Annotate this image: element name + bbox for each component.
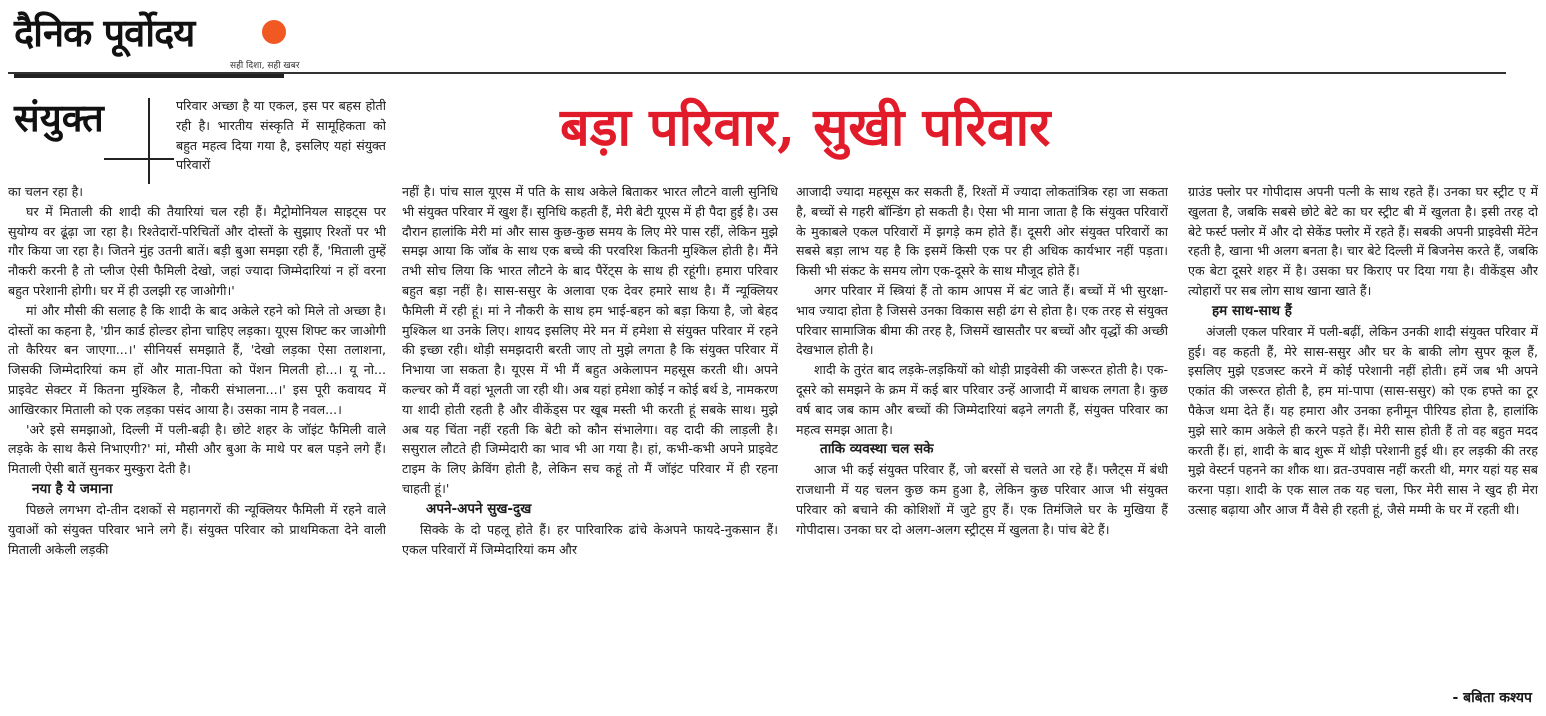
paragraph: अगर परिवार में स्त्रियां हैं तो काम आपस में बंट जाते हैं। बच्चों में भी सुरक्षा-भाव ज्यादा होता है जिससे उनका विकास सही ढंग से होता है। एक तरह से संयुक्त परिवार सामाजिक बीमा की तरह है, जिसमें खासतौर पर बच्चों और वृद्धों की अच्छी देखभाल होती है। — [796, 282, 1168, 358]
article-column-4 — [1188, 182, 1538, 716]
article-column-1 — [8, 182, 386, 716]
paragraph: शादी के तुरंत बाद लड़के-लड़कियों को थोड़ी प्राइवेसी की जरूरत होती है। एक-दूसरे को समझने के क्रम में कई बार परिवार उन्हें आजादी में बाधक लगता है। कुछ वर्ष बाद जब काम और बच्चों की जिम्मेदारियां बढ़ने लगती हैं, संयुक्त परिवार का महत्व समझ आता है। — [796, 362, 1168, 437]
masthead-title: दैनिक पूर्वोदय — [14, 10, 195, 55]
intro-paragraph: परिवार अच्छा है या एकल, इस पर बहस होती रही है। भारतीय संस्कृति में सामूहिकता को बहुत महत्व दिया गया है, इसलिए यहां संयुक्त परिवारों — [176, 98, 386, 173]
kicker: संयुक्त — [14, 95, 104, 140]
masthead — [14, 10, 300, 72]
subheading: अपने-अपने सुख-दुख — [426, 500, 532, 517]
paragraph: आज भी कई संयुक्त परिवार हैं, जो बरसों से चलते आ रहे हैं। फ्लैट्स में बंधी राजधानी में यह चलन कुछ कम हुआ है, लेकिन कुछ परिवार आज भी संयुक्त परिवार को बचाने की कोशिशों में जुटे हुए हैं। एक तिमंजिले घर के मुखिया हैं गोपीदास। उनका घर दो अलग-अलग स्ट्रीट्स में खुलता है। पांच बेटे हैं। — [796, 462, 1168, 537]
masthead-tagline: सही दिशा, सही खबर — [230, 61, 300, 71]
paragraph: नहीं है। पांच साल यूएस में पति के साथ अकेले बिताकर भारत लौटने वाली सुनिधि भी संयुक्त परिवार में खुश हैं। सुनिधि कहती हैं, मेरी बेटी यूएस में ही पैदा हुई है। उस दौरान हालांकि मेरी मां और सास कुछ-कुछ समय के लिए मेरे पास रहीं, लेकिन मुझे समझ आया कि जॉब के साथ एक बच्चे की परवरिश कितनी मुश्किल होती है। मैंने तभी सोच लिया कि भारत लौटने के बाद पैरेंट्स के साथ ही रहूंगी। हमारा परिवार बहुत बड़ा नहीं है। सास-ससुर के अलावा एक देवर हमारे साथ है। मैं न्यूक्लियर फैमिली में रही हूं। मां ने नौकरी के साथ हम भाई-बहन को बड़ा किया है, जो बेहद मुश्किल था उनके लिए। शायद इसलिए मेरे मन में हमेशा से संयुक्त परिवार में रहने की इच्छा रही। थोड़ी समझदारी बरती जाए तो मुझे लगता है कि संयुक्त परिवार में निभाया जा सकता है। यूएस में भी मैं बहुत अकेलापन महसूस करती थी। अपने कल्चर को मैं वहां भूलती जा रही थी। अब यहां हमेशा कोई न कोई बर्थ डे, नामकरण या शादी होती रहती है और वीकेंड्स पर खूब मस्ती भी करती हूं सबके साथ। मुझे अब यह चिंता नहीं रहती कि बेटी को कौन संभालेगा। वह दादी की लाड़ली है। ससुराल लौटते ही जिम्मेदारी का भाव भी आ गया है। हां, कभी-कभी अपने प्राइवेट टाइम के लिए क्रेविंग होती है, लेकिन सच कहूं तो मैं जॉइंट परिवार में ही रहना चाहती हूं।' — [402, 184, 778, 496]
kicker-divider-horizontal — [104, 158, 174, 160]
subheading: हम साथ-साथ हैं — [1212, 302, 1292, 319]
author-credit: - बबिता कश्यप — [1452, 690, 1532, 706]
top-rule — [8, 72, 1506, 74]
article-column-2 — [402, 182, 778, 716]
paragraph: का चलन रहा है। — [8, 184, 84, 199]
paragraph: मां और मौसी की सलाह है कि शादी के बाद अकेले रहने को मिले तो अच्छा है। दोस्तों का कहना है, 'ग्रीन कार्ड होल्डर होना चाहिए लड़का। यूएस शिफ्ट कर जाओगी तो कैरियर बन जाएगा...।' सीनियर्स समझाते हैं, 'देखो लड़का ऐसा तलाशना, जिसकी जिम्मेदारियां कम हों और माता-पिता को पेंशन मिलती हो...। यू नो... प्राइवेट सेक्टर में कितना मुश्किल है, नौकरी संभालना...।' इस पूरी कवायद में आखिरकार मिताली को एक लड़का पसंद आया है। उसका नाम है नवल...। — [8, 302, 386, 417]
kicker-divider-vertical — [148, 98, 150, 184]
paragraph: पिछले लगभग दो-तीन दशकों से महानगरों की न्यूक्लियर फैमिली में रहने वाले युवाओं को संयुक्त परिवार भाने लगे हैं। संयुक्त परिवार को प्राथमिकता देने वाली मिताली अकेली लड़की — [8, 501, 386, 557]
intro-text — [176, 96, 386, 178]
headline: बड़ा परिवार, सुखी परिवार — [560, 97, 1051, 158]
paragraph: ग्राउंड फ्लोर पर गोपीदास अपनी पत्नी के साथ रहते हैं। उनका घर स्ट्रीट ए में खुलता है, जबकि सबसे छोटे बेटे का घर स्ट्रीट बी में खुलता है। इसी तरह दो बेटे फर्स्ट फ्लोर में और दो सेकेंड फ्लोर में रहते हैं। सबकी अपनी प्राइवेसी मेंटेन रहती है, खाना भी अलग बनता है। चार बेटे दिल्ली में बिजनेस करते हैं, जबकि एक बेटा दूसरे शहर में है। उसका घर किराए पर दिया गया है। वीकेंड्स और त्योहारों पर सब लोग साथ खाना खाते हैं। — [1188, 184, 1538, 298]
article-column-3 — [796, 182, 1168, 716]
subheading: ताकि व्यवस्था चल सके — [820, 441, 934, 458]
masthead-logo-dot-icon — [262, 20, 286, 44]
subheading: नया है ये जमाना — [32, 480, 113, 497]
paragraph: सिक्के के दो पहलू होते हैं। हर पारिवारिक ढांचे केअपने फायदे-नुकसान हैं। एकल परिवारों में जिम्मेदारियां कम और — [402, 521, 778, 557]
paragraph: घर में मिताली की शादी की तैयारियां चल रही हैं। मैट्रोमोनियल साइट्स पर सुयोग्य वर ढूंढ़ा जा रहा है। रिश्तेदारों-परिचितों और दोस्तों के सुझाए रिश्तों पर भी गौर किया जा रहा है। जितने मुंह उतनी बातें। बड़ी बुआ समझा रही हैं, 'मिताली तुम्हें नौकरी करनी है तो प्लीज ऐसी फैमिली देखो, जहां ज्यादा जिम्मेदारियां न हों वरना बहुत परेशानी होगी। घर में ही उलझी रह जाओगी।' — [8, 203, 386, 298]
paragraph: अंजली एकल परिवार में पली-बढ़ीं, लेकिन उनकी शादी संयुक्त परिवार में हुई। वह कहती हैं, मेरे सास-ससुर और घर के बाकी लोग सुपर कूल हैं, इसलिए मुझे एडजस्ट करने में कोई परेशानी नहीं होती। हमें जब भी अपने एकांत की जरूरत होती है, हम मां-पापा (सास-ससुर) को एक हफ्ते का टूर पैकेज थमा देते हैं। यह हमारा और उनका हनीमून पीरियड होता है, हालांकि मुझे सारे काम अकेले ही करने पड़ते हैं। मेरी सास होती हैं तो वह बहुत मदद करती हैं। हां, शादी के बाद शुरू में थोड़ी परेशानी हुई थी। हर लड़की की तरह मुझे वेस्टर्न पहनने का शौक था। व्रत-उपवास नहीं करती थी, मगर यहां यह सब करना पड़ा। शादी के एक साल तक यह चला, फिर मेरी सास ने खुद ही मेरा उत्साह बढ़ाया और आज मैं वैसे ही रहती हूं, जैसे मम्मी के घर में रहती थी। — [1188, 323, 1538, 517]
paragraph: आजादी ज्यादा महसूस कर सकती हैं, रिश्तों में ज्यादा लोकतांत्रिक रहा जा सकता है, बच्चों से गहरी बॉन्डिंग हो सकती है। ऐसा भी माना जाता है कि संयुक्त परिवारों के मुकाबले एकल परिवारों में झगड़े कम होते हैं। दूसरी ओर संयुक्त परिवारों का सबसे बड़ा लाभ यह है कि इसमें किसी एक पर ही अधिक कार्यभार नहीं पड़ता। किसी भी संकट के समय लोग एक-दूसरे के साथ मौजूद होते हैं। — [796, 184, 1168, 279]
paragraph: 'अरे इसे समझाओ, दिल्ली में पली-बढ़ी है। छोटे शहर के जॉइंट फैमिली वाले लड़के के साथ कैसे निभाएगी?' मां, मौसी और बुआ के माथे पर बल पड़ने लगे हैं। मिताली ऐसी बातें सुनकर मुस्कुरा देती है। — [8, 421, 386, 477]
